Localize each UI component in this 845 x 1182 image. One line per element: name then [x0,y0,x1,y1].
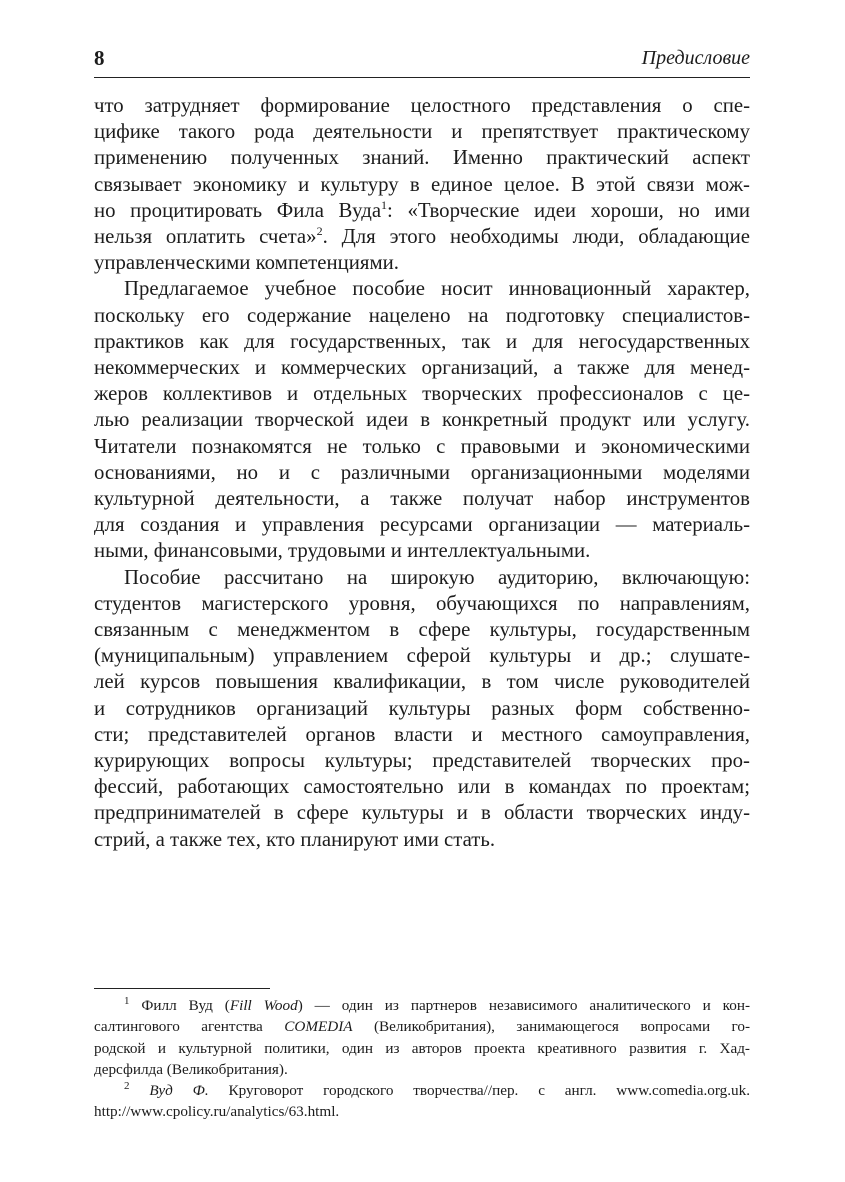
footnote-line: родской и культурной политики, один из авторов проекта креативного развития г. Хад- [94,1039,750,1057]
text-line: предпринимателей в сфере культуры и в области творческих инду- [94,801,750,825]
footnote-mark: 1 [124,994,130,1007]
text-line: жеров коллективов и отдельных творческих профессионалов с це- [94,382,750,406]
text-segment: салтингового агентства [94,1018,285,1036]
footnote-ref-2: 2 [316,224,323,239]
text-line: для создания и управления ресурсами организации — материаль- [94,513,750,537]
text-line: ными, финансовыми, трудовыми и интеллектуальными. [94,539,591,563]
page-number: 8 [94,46,105,70]
footnote-line: http://www.cpolicy.ru/analytics/63.html. [94,1103,340,1121]
text-line: студентов магистерского уровня, обучающихся по направлениям, [94,591,750,615]
text-line: Пособие рассчитано на широкую аудиторию, включающую: [124,565,750,589]
text-line: фессий, работающих самостоятельно или в командах по проектам; [94,775,750,799]
text-line: культурной деятельности, а также получат набор инструментов [94,487,750,511]
footnotes [94,995,750,1123]
text-segment: (Великобритания), занимающегося вопросами го- [352,1018,751,1036]
footnote-1 [94,995,750,1080]
text-line: Читатели познакомятся не только с правовыми и экономическими [94,434,750,458]
footnote-line [94,995,750,1016]
text-segment: . Для этого необходимы люди, обладающие [322,225,750,249]
text-line: применению полученных знаний. Именно практический аспект [94,146,750,170]
main-text [94,93,750,853]
footnote-line: дерсфилда (Великобритания). [94,1060,288,1078]
text-line: и сотрудников организаций культуры разных форм собственно- [94,696,750,720]
text-segment: Круговорот городского творчества//пер. с англ. www.comedia.org.uk. [208,1082,751,1100]
text-segment-italic: Вуд Ф. [149,1082,209,1100]
text-line: связывает экономику и культуру в единое целое. В этой связи мож- [94,172,750,196]
paragraph-2 [94,276,750,564]
text-line: цифике такого рода деятельности и препятствует практическому [94,120,750,144]
text-line: Предлагаемое учебное пособие носит инновационный характер, [124,277,750,301]
text-segment: ) — один из партнеров независимого аналитического и кон- [297,997,751,1014]
text-line: сти; представителей органов власти и местного самоуправления, [94,722,750,746]
text-segment: Филл Вуд ( [141,997,230,1014]
text-line: некоммерческих и коммерческих организаций, а также для менед- [94,356,750,380]
text-line: (муниципальным) управлением сферой культуры и др.; слушате- [94,644,750,668]
running-title: Предисловие [641,47,750,69]
text-line: курирующих вопросы культуры; представителей творческих про- [94,749,750,773]
text-line: связанным с менеджментом в сфере культуры, государственным [94,618,750,642]
footnote-line [94,1016,750,1037]
text-line: поскольку его содержание нацелено на подготовку специалистов- [94,303,750,327]
text-line: лью реализации творческой идеи в конкретный продукт или услугу. [94,408,750,432]
footnote-ref-1: 1 [381,197,388,212]
page-header [94,44,750,78]
text-segment-italic: Fill Wood [229,997,298,1014]
text-line: управленческими компетенциями. [94,251,399,275]
text-line: стрий, а также тех, кто планируют ими стать. [94,827,496,851]
footnote-line [94,1080,750,1101]
text-line: практиков как для государственных, так и для негосударственных [94,329,750,353]
text-segment: : «Творческие идеи хороши, но ими [387,198,750,222]
text-segment: но процитировать Фила Вуда [94,198,382,222]
header-rule [94,77,750,78]
footnote-divider [94,988,270,989]
footnote-2 [94,1080,750,1123]
footnote-mark: 2 [124,1080,130,1093]
text-line: основаниями, но и с различными организационными моделями [94,460,750,484]
text-segment-italic: COMEDIA [284,1018,353,1036]
text-line: лей курсов повышения квалификации, в том числе руководителей [94,670,750,694]
text-line-with-footnote-1 [94,198,750,224]
paragraph-1 [94,93,750,276]
paragraph-3 [94,565,750,853]
text-line-with-footnote-2 [94,224,750,250]
text-segment: нельзя оплатить счета» [94,225,317,249]
text-line: что затрудняет формирование целостного представления о спе- [94,94,750,117]
